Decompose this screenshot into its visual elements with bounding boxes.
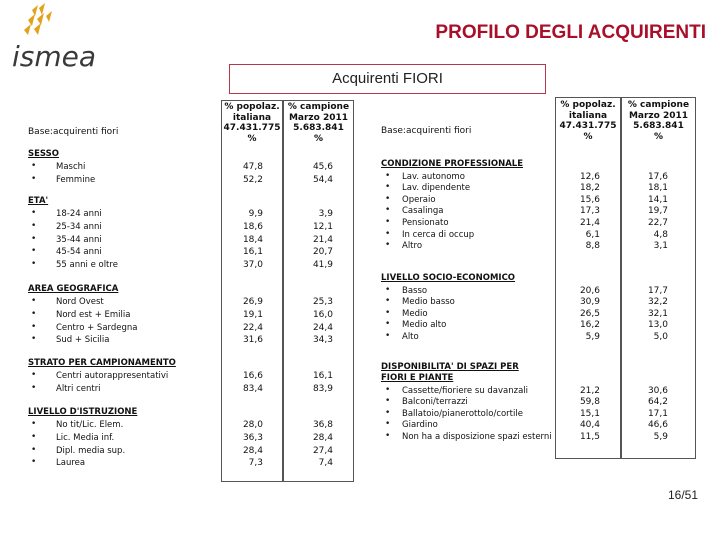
- row-label: 35-44 anni: [56, 234, 102, 245]
- camp-value: 7,4: [318, 458, 333, 469]
- bullet-icon: •: [31, 370, 37, 380]
- row-label: Femmine: [56, 174, 96, 185]
- camp-value: 5,0: [653, 331, 668, 342]
- right-pop-column: [555, 97, 621, 459]
- camp-value: 46,6: [647, 420, 668, 431]
- camp-value: 17,1: [647, 408, 668, 419]
- row-label: Medio basso: [402, 297, 455, 308]
- camp-value: 22,7: [647, 217, 668, 228]
- pop-value: 18,2: [579, 183, 600, 194]
- row-label: Non ha a disposizione spazi esterni: [402, 431, 552, 442]
- camp-value: 18,1: [647, 183, 668, 194]
- pop-value: 16,6: [242, 371, 263, 381]
- right-camp-header: % campione Marzo 2011 5.683.841 %: [627, 100, 690, 142]
- left-pop-header: % popolaz. italiana 47.431.775 %: [223, 102, 281, 144]
- bullet-icon: •: [31, 382, 37, 393]
- section-title: DISPONIBILITA' DI SPAZI PER: [381, 362, 519, 372]
- pop-value: 30,9: [579, 297, 600, 308]
- row-label: Cassette/fioriere su davanzali: [402, 385, 529, 396]
- pop-value: 12,6: [579, 171, 600, 182]
- row-label: Alto: [402, 331, 419, 342]
- bullet-icon: •: [385, 284, 391, 295]
- row-label: Operaio: [402, 194, 436, 205]
- bullet-icon: •: [31, 259, 37, 270]
- section-title-line2: FIORI E PIANTE: [381, 373, 454, 383]
- page-number: 16/51: [667, 488, 698, 502]
- pop-value: 17,3: [579, 206, 600, 217]
- row-label: Altro: [402, 241, 423, 252]
- camp-value: 16,1: [312, 371, 333, 381]
- pop-value: 15,6: [579, 194, 600, 205]
- left-pop-column: [221, 100, 283, 482]
- pop-value: 16,2: [579, 320, 600, 331]
- row-label: 25-34 anni: [56, 221, 102, 232]
- section-title: LIVELLO SOCIO-ECONOMICO: [381, 273, 516, 283]
- bullet-icon: •: [385, 193, 391, 204]
- row-label: Centri autorappresentativi: [56, 371, 169, 381]
- section-title: CONDIZIONE PROFESSIONALE: [381, 159, 524, 169]
- row-label: Balconi/terrazzi: [402, 397, 468, 408]
- pop-value: 11,5: [579, 431, 600, 442]
- row-label: Basso: [402, 285, 428, 296]
- row-label: Maschi: [56, 162, 86, 172]
- row-label: 18-24 anni: [56, 209, 102, 219]
- bullet-icon: •: [385, 430, 391, 441]
- camp-value: 20,7: [312, 247, 333, 258]
- camp-value: 27,4: [312, 445, 333, 456]
- bullet-icon: •: [31, 208, 37, 218]
- camp-value: 12,1: [312, 221, 333, 232]
- pop-value: 47,8: [242, 162, 263, 172]
- camp-value: 30,6: [647, 385, 668, 396]
- pop-value: 21,4: [579, 217, 600, 228]
- row-label: Casalinga: [402, 206, 444, 217]
- row-label: Giardino: [402, 420, 438, 431]
- bullet-icon: •: [385, 319, 391, 330]
- section-title: STRATO PER CAMPIONAMENTO: [28, 358, 176, 368]
- row-label: Nord est + Emilia: [56, 309, 131, 320]
- bullet-icon: •: [385, 419, 391, 430]
- camp-value: 54,4: [312, 174, 333, 185]
- logo-text: ismea: [12, 40, 97, 72]
- ismea-logo: [8, 2, 108, 72]
- pop-value: 28,4: [242, 445, 263, 456]
- row-label: Altri centri: [56, 383, 101, 394]
- pop-value: 15,1: [579, 408, 600, 419]
- right-base-label: Base:acquirenti fiori: [381, 126, 472, 136]
- camp-value: 5,9: [653, 431, 668, 442]
- pop-value: 59,8: [579, 397, 600, 408]
- pop-value: 83,4: [242, 383, 263, 394]
- pop-value: 5,9: [585, 331, 600, 342]
- bullet-icon: •: [31, 457, 37, 468]
- pop-value: 31,6: [242, 335, 263, 346]
- bullet-icon: •: [385, 396, 391, 407]
- camp-value: 21,4: [312, 234, 333, 245]
- pop-value: 20,6: [579, 285, 600, 296]
- section-title: AREA GEOGRAFICA: [28, 284, 119, 294]
- camp-value: 13,0: [647, 320, 668, 331]
- camp-value: 28,4: [312, 432, 333, 443]
- row-label: Dipl. media sup.: [56, 445, 126, 456]
- row-label: 55 anni e oltre: [56, 260, 118, 271]
- pop-value: 26,9: [242, 297, 263, 307]
- row-label: 45-54 anni: [56, 247, 102, 258]
- bullet-icon: •: [385, 240, 391, 251]
- pop-value: 19,1: [242, 309, 263, 320]
- pop-value: 9,9: [248, 209, 263, 219]
- row-label: Centro + Sardegna: [56, 322, 138, 333]
- right-pop-header: % popolaz. italiana 47.431.775 %: [559, 100, 617, 142]
- pop-value: 22,4: [242, 322, 263, 333]
- pop-value: 37,0: [242, 260, 263, 271]
- camp-value: 83,9: [312, 383, 333, 394]
- row-label: Pensionato: [402, 217, 449, 228]
- camp-value: 14,1: [647, 194, 668, 205]
- row-label: Laurea: [56, 458, 86, 469]
- bullet-icon: •: [31, 334, 37, 345]
- left-camp-header: % campione Marzo 2011 5.683.841 %: [287, 102, 350, 144]
- camp-value: 4,8: [653, 229, 668, 240]
- row-label: Lav. autonomo: [402, 171, 465, 182]
- camp-value: 17,6: [647, 171, 668, 182]
- camp-value: 64,2: [647, 397, 668, 408]
- row-label: Lav. dipendente: [402, 183, 471, 194]
- row-label: No tit/Lic. Elem.: [56, 420, 124, 430]
- row-label: Ballatoio/pianerottolo/cortile: [402, 408, 523, 419]
- pop-value: 7,3: [248, 458, 263, 469]
- bullet-icon: •: [385, 407, 391, 418]
- section-title: LIVELLO D'ISTRUZIONE: [28, 407, 138, 417]
- bullet-icon: •: [31, 308, 37, 319]
- section-title: SESSO: [28, 149, 60, 159]
- pop-value: 36,3: [242, 432, 263, 443]
- bullet-icon: •: [31, 233, 37, 244]
- pop-value: 21,2: [579, 385, 600, 396]
- camp-value: 24,4: [312, 322, 333, 333]
- subtitle-box: Acquirenti FIORI: [229, 64, 546, 94]
- bullet-icon: •: [385, 216, 391, 227]
- bullet-icon: •: [31, 444, 37, 455]
- row-label: Lic. Media inf.: [56, 432, 115, 443]
- bullet-icon: •: [31, 161, 37, 171]
- pop-value: 6,1: [585, 229, 600, 240]
- camp-value: 41,9: [312, 260, 333, 271]
- camp-value: 3,9: [318, 209, 333, 219]
- bullet-icon: •: [31, 419, 37, 429]
- pop-value: 28,0: [242, 420, 263, 430]
- row-label: In cerca di occup: [402, 229, 475, 240]
- bullet-icon: •: [385, 307, 391, 318]
- right-camp-column: [621, 97, 696, 459]
- bullet-icon: •: [385, 384, 391, 395]
- pop-value: 52,2: [242, 174, 263, 185]
- bullet-icon: •: [31, 173, 37, 184]
- bullet-icon: •: [31, 431, 37, 442]
- row-label: Nord Ovest: [56, 297, 104, 307]
- row-label: Medio alto: [402, 320, 447, 331]
- camp-value: 45,6: [312, 162, 333, 172]
- row-label: Sud + Sicilia: [56, 335, 110, 346]
- camp-value: 17,7: [647, 285, 668, 296]
- camp-value: 16,0: [312, 309, 333, 320]
- bullet-icon: •: [385, 182, 391, 193]
- bullet-icon: •: [385, 296, 391, 307]
- bullet-icon: •: [385, 228, 391, 239]
- camp-value: 32,2: [647, 297, 668, 308]
- bullet-icon: •: [385, 330, 391, 341]
- bullet-icon: •: [31, 296, 37, 306]
- pop-value: 18,4: [242, 234, 263, 245]
- pop-value: 26,5: [579, 308, 600, 319]
- pop-value: 16,1: [242, 247, 263, 258]
- section-title: ETA': [28, 196, 49, 206]
- camp-value: 34,3: [312, 335, 333, 346]
- left-base-label: Base:acquirenti fiori: [28, 127, 119, 137]
- camp-value: 25,3: [312, 297, 333, 307]
- pop-value: 18,6: [242, 221, 263, 232]
- bullet-icon: •: [385, 205, 391, 216]
- pop-value: 8,8: [585, 241, 600, 252]
- camp-value: 19,7: [647, 206, 668, 217]
- camp-value: 3,1: [653, 241, 668, 252]
- bullet-icon: •: [385, 170, 391, 181]
- page-title: PROFILO DEGLI ACQUIRENTI: [435, 22, 706, 43]
- camp-value: 36,8: [312, 420, 333, 430]
- bullet-icon: •: [31, 321, 37, 332]
- bullet-icon: •: [31, 246, 37, 257]
- bullet-icon: •: [31, 220, 37, 231]
- camp-value: 32,1: [647, 308, 668, 319]
- pop-value: 40,4: [579, 420, 600, 431]
- row-label: Medio: [402, 308, 428, 319]
- left-camp-column: [283, 100, 354, 482]
